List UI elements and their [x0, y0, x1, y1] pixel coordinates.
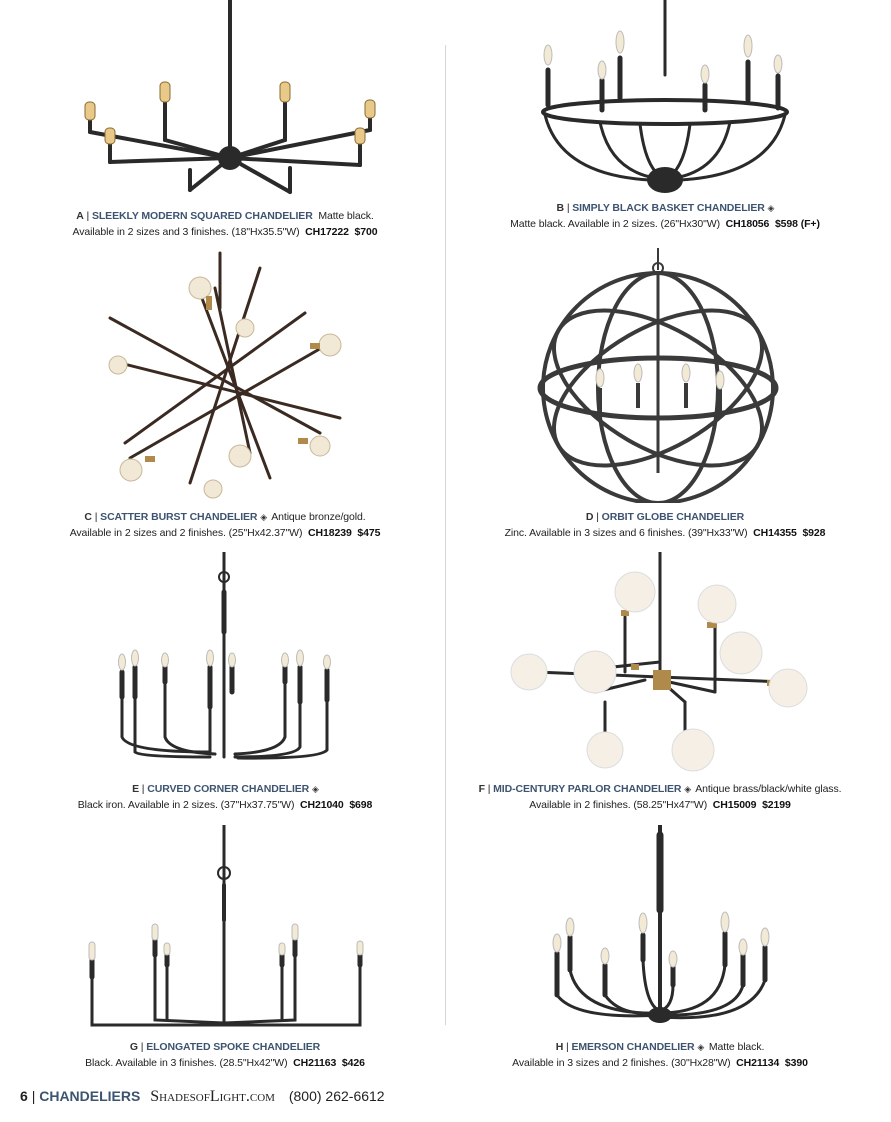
product-letter: G: [129, 1041, 138, 1053]
product-name[interactable]: MID-CENTURY PARLOR CHANDELIER: [493, 783, 682, 795]
product-e-image[interactable]: [10, 552, 440, 777]
product-letter: F: [478, 783, 485, 795]
website-link[interactable]: ShadesofLight.com: [150, 1088, 275, 1105]
product-letter: E: [132, 783, 139, 795]
product-desc: Black. Available in 3 finishes. (28.5"Hx42"W): [85, 1057, 288, 1069]
product-desc: Matte black.: [708, 1041, 765, 1053]
product-sku: CH18056: [725, 218, 770, 230]
product-desc: Available in 2 finishes. (58.25"Hx47"W): [529, 799, 708, 811]
product-name[interactable]: SIMPLY BLACK BASKET CHANDELIER: [572, 202, 765, 214]
product-desc: Antique bronze/gold.: [271, 511, 366, 523]
mid-century-parlor-chandelier-illustration: [445, 552, 875, 777]
product-sku: CH18239: [308, 527, 352, 539]
emerson-chandelier-illustration: [445, 825, 875, 1035]
product-price: $598 (F+): [774, 218, 820, 230]
product-name[interactable]: CURVED CORNER CHANDELIER: [147, 783, 310, 795]
new-item-icon: ◈: [260, 512, 267, 522]
product-name[interactable]: SCATTER BURST CHANDELIER: [100, 511, 258, 523]
product-price: $426: [341, 1057, 365, 1069]
phone-number[interactable]: (800) 262-6612: [288, 1088, 385, 1104]
elongated-spoke-chandelier-illustration: [10, 825, 440, 1035]
product-desc: Black iron. Available in 2 sizes. (37"Hx37.75"W): [77, 799, 295, 811]
product-sku: CH15009: [712, 799, 757, 811]
product-letter: H: [555, 1041, 564, 1053]
product-name[interactable]: ELONGATED SPOKE CHANDELIER: [146, 1041, 321, 1053]
product-letter: B: [556, 202, 565, 214]
product-desc: Available in 2 sizes and 3 finishes. (18"Hx35.5"W): [72, 226, 300, 238]
curved-corner-chandelier-illustration: [10, 552, 440, 777]
product-c-image[interactable]: [10, 248, 440, 503]
product-price: $698: [349, 799, 373, 811]
product-g-image[interactable]: [10, 825, 440, 1035]
orbit-globe-chandelier-illustration: [450, 248, 880, 503]
page-number: 6: [20, 1088, 28, 1104]
product-d-caption: D | ORBIT GLOBE CHANDELIER Zinc. Available in 3 sizes and 6 finishes. (39"Hx33"W) CH14355 $928: [504, 511, 826, 539]
product-price: $2199: [762, 799, 791, 811]
product-price: $928: [802, 527, 826, 539]
product-sku: CH17222: [305, 226, 349, 238]
product-g-caption: G | ELONGATED SPOKE CHANDELIER Black. Available in 3 finishes. (28.5"Hx42"W) CH21163 $426: [85, 1041, 365, 1069]
product-name[interactable]: SLEEKLY MODERN SQUARED CHANDELIER: [91, 210, 313, 222]
new-item-icon: ◈: [312, 784, 318, 794]
product-letter: A: [76, 210, 84, 222]
product-f-caption: F | MID-CENTURY PARLOR CHANDELIER ◈ Antique brass/black/white glass. Available in 2 finishes. (58.25"Hx47"W) CH15009 $2199: [478, 783, 842, 811]
product-h-caption: H | EMERSON CHANDELIER ◈ Matte black. Available in 3 sizes and 2 finishes. (30"Hx28"W) CH21134 $390: [512, 1041, 808, 1069]
product-price: $475: [357, 527, 381, 539]
scatter-burst-chandelier-illustration: [10, 248, 440, 503]
product-desc: Matte black.: [318, 210, 374, 222]
product-desc: Antique brass/black/white glass.: [695, 783, 842, 795]
product-letter: C: [84, 511, 92, 523]
page-footer: [20, 1088, 385, 1106]
product-desc: Available in 3 sizes and 2 finishes. (30"Hx28"W): [512, 1057, 731, 1069]
product-h-image[interactable]: [445, 825, 875, 1035]
product-price: $700: [354, 226, 378, 238]
product-e-caption: E | CURVED CORNER CHANDELIER ◈ Black iron. Available in 2 sizes. (37"Hx37.75"W) CH21040 $698: [77, 783, 373, 811]
product-sku: CH14355: [753, 527, 797, 539]
product-desc: Matte black. Available in 2 sizes. (26"Hx30"W): [510, 218, 720, 230]
product-desc: Available in 2 sizes and 2 finishes. (25"Hx42.37"W): [69, 527, 303, 539]
product-price: $390: [784, 1057, 808, 1069]
product-a-image[interactable]: [10, 0, 440, 205]
product-name[interactable]: EMERSON CHANDELIER: [571, 1041, 695, 1053]
product-b-image[interactable]: [450, 0, 880, 200]
product-f-image[interactable]: [445, 552, 875, 777]
new-item-icon: ◈: [697, 1042, 704, 1052]
new-item-icon: ◈: [767, 203, 774, 213]
footer-separator: |: [31, 1088, 36, 1104]
product-b-caption: B | SIMPLY BLACK BASKET CHANDELIER ◈ Matte black. Available in 2 sizes. (26"Hx30"W) CH18056 $598 (F+): [510, 202, 820, 230]
sleekly-modern-chandelier-illustration: [10, 0, 440, 205]
product-desc: Zinc. Available in 3 sizes and 6 finishes. (39"Hx33"W): [504, 527, 748, 539]
product-name[interactable]: ORBIT GLOBE CHANDELIER: [601, 511, 745, 523]
product-sku: CH21134: [736, 1057, 780, 1069]
product-sku: CH21040: [300, 799, 344, 811]
new-item-icon: ◈: [684, 784, 691, 794]
basket-chandelier-illustration: [450, 0, 880, 200]
product-d-image[interactable]: [450, 248, 880, 503]
product-c-caption: C | SCATTER BURST CHANDELIER ◈ Antique bronze/gold. Available in 2 sizes and 2 finishes. (25"Hx42.37"W) CH18239 $475: [69, 511, 381, 539]
section-title: CHANDELIERS: [39, 1088, 141, 1104]
product-letter: D: [585, 511, 594, 523]
product-a-caption: A | SLEEKLY MODERN SQUARED CHANDELIER Matte black. Available in 2 sizes and 3 finishes. (18"Hx35.5"W) CH17222 $700: [72, 210, 378, 238]
product-sku: CH21163: [293, 1057, 337, 1069]
